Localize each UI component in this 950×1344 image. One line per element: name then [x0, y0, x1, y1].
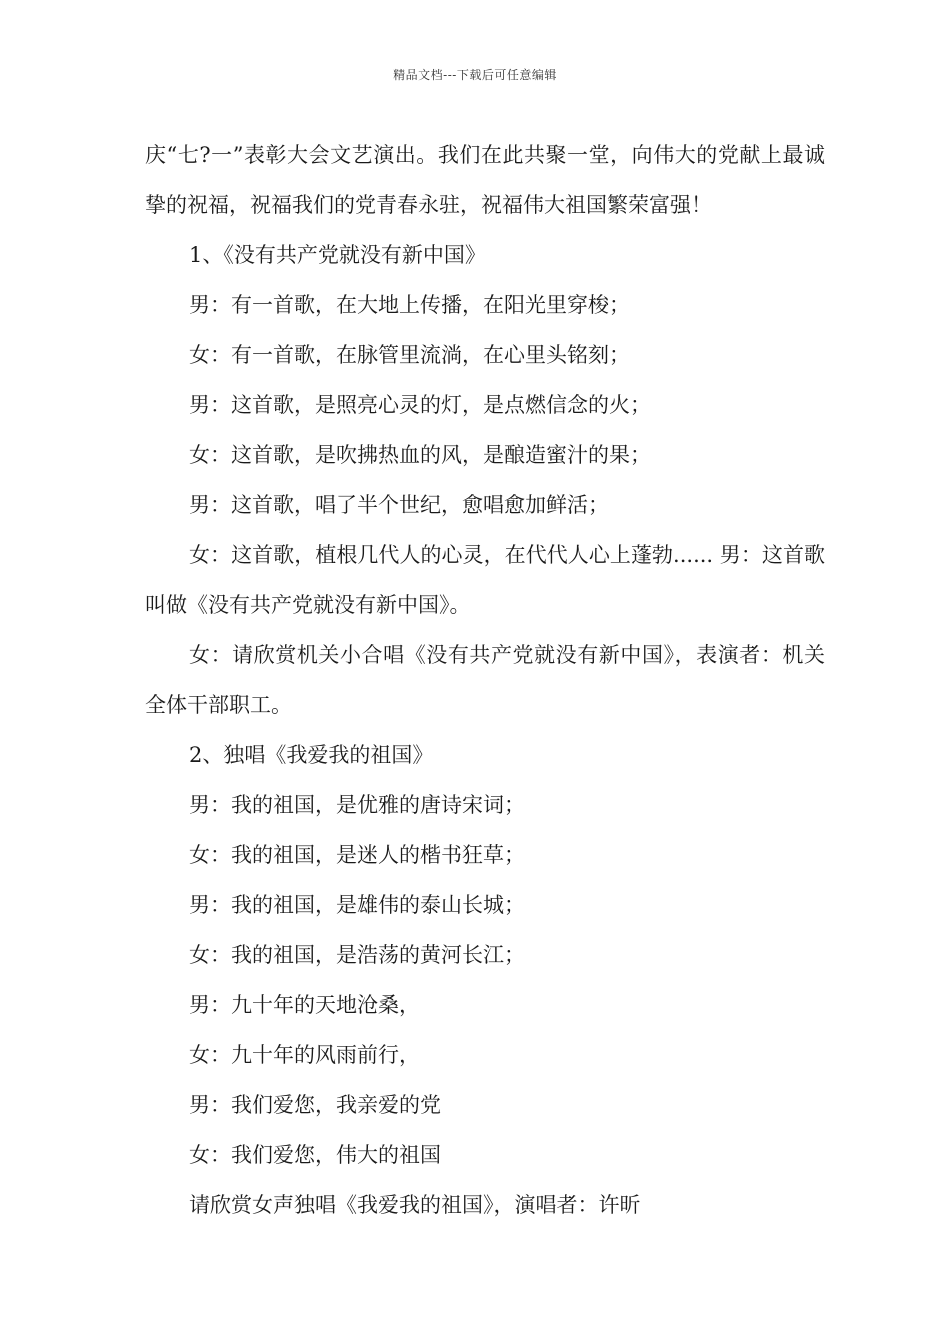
paragraph: 男：有一首歌，在大地上传播，在阳光里穿梭； — [189, 293, 630, 317]
paragraph: 男：我们爱您，我亲爱的党 — [189, 1093, 441, 1117]
paragraph: 男：这首歌，是照亮心灵的灯，是点燃信念的火； — [189, 393, 651, 417]
paragraph: 男：我的祖国，是雄伟的泰山长城； — [189, 893, 525, 917]
paragraph: 女：九十年的风雨前行， — [189, 1043, 420, 1067]
paragraph: 男：这首歌，唱了半个世纪，愈唱愈加鲜活； — [189, 493, 609, 517]
paragraph: 女：有一首歌，在脉管里流淌，在心里头铭刻； — [189, 343, 630, 367]
paragraph: 女：我们爱您，伟大的祖国 — [189, 1143, 441, 1167]
paragraph: 请欣赏女声独唱《我爱我的祖国》，演唱者：许昕 — [189, 1193, 641, 1217]
paragraph: 2、独唱《我爱我的祖国》 — [189, 743, 434, 767]
paragraph: 女：我的祖国，是迷人的楷书狂草； — [189, 843, 525, 867]
paragraph: 男：我的祖国，是优雅的唐诗宋词； — [189, 793, 525, 817]
paragraph: 女：这首歌，植根几代人的心灵，在代代人心上蓬勃...... 男：这首歌叫做《没有共产党就没有新中国》。 — [145, 543, 825, 617]
paragraph: 女：这首歌，是吹拂热血的风，是酿造蜜汁的果； — [189, 443, 651, 467]
paragraph: 女：请欣赏机关小合唱《没有共产党就没有新中国》，表演者：机关全体干部职工。 — [145, 643, 825, 717]
page-header: 精品文档---下载后可任意编辑 — [393, 68, 557, 82]
paragraph: 1、《没有共产党就没有新中国》 — [189, 243, 486, 267]
paragraph: 庆“七?一”表彰大会文艺演出。我们在此共聚一堂，向伟大的党献上最诚挚的祝福，祝福我们的党青春永驻，祝福伟大祖国繁荣富强！ — [145, 143, 825, 217]
paragraph: 男：九十年的天地沧桑， — [189, 993, 420, 1017]
document-body — [145, 130, 825, 1230]
paragraph: 女：我的祖国，是浩荡的黄河长江； — [189, 943, 525, 967]
